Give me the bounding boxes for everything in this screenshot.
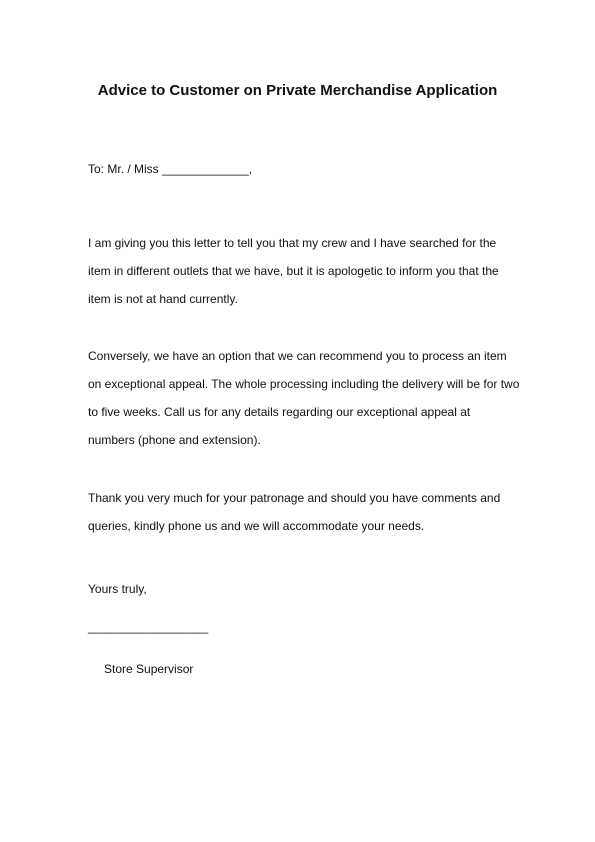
paragraph-1: [88, 229, 499, 313]
paragraph-line: numbers (phone and extension).: [88, 433, 261, 447]
paragraph-3: [88, 484, 500, 540]
paragraph-line: on exceptional appeal. The whole processing including the delivery will be for two: [88, 377, 520, 391]
paragraph-line: I am giving you this letter to tell you that my crew and I have searched for the: [88, 236, 497, 250]
document-title: Advice to Customer on Private Merchandise Application: [97, 82, 498, 99]
paragraph-line: item is not at hand currently.: [88, 292, 238, 306]
paragraph-line: item in different outlets that we have, but it is apologetic to inform you that the: [88, 264, 499, 278]
closing: Yours truly,: [88, 582, 147, 596]
signature-line: __________________: [88, 620, 209, 634]
paragraph-line: queries, kindly phone us and we will accommodate your needs.: [88, 519, 425, 533]
paragraph-2: [88, 342, 519, 454]
signer-title: Store Supervisor: [104, 662, 194, 676]
salutation: To: Mr. / Miss _____________,: [88, 162, 253, 176]
paragraph-line: to five weeks. Call us for any details regarding our exceptional appeal at: [88, 405, 471, 419]
paragraph-line: Thank you very much for your patronage and should you have comments and: [88, 491, 501, 505]
paragraph-line: Conversely, we have an option that we can recommend you to process an item: [88, 349, 507, 363]
